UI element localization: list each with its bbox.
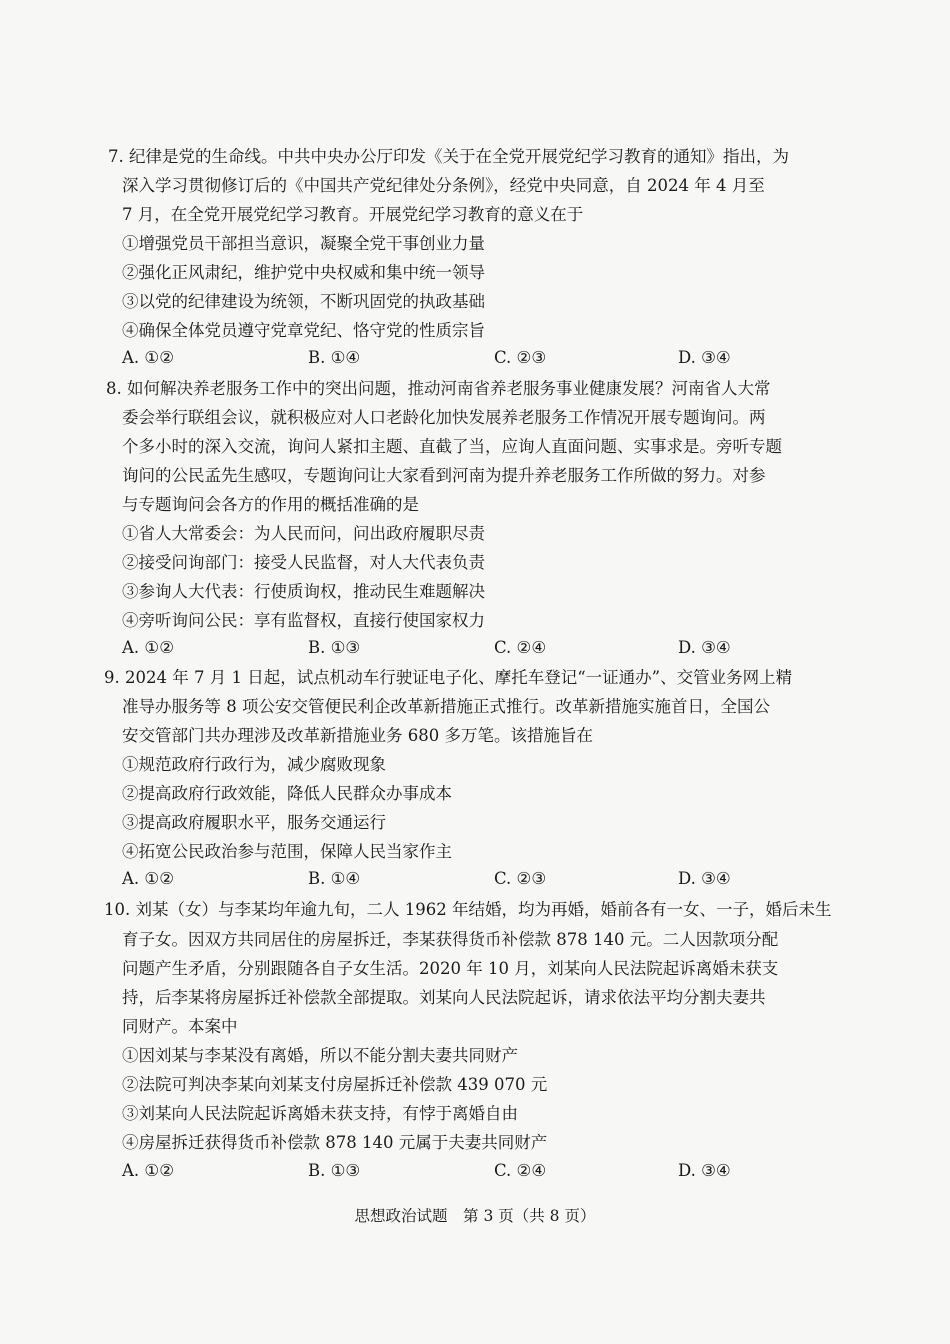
- option-d: D. ③④: [678, 869, 731, 888]
- question-item: ④拓宽公民政治参与范围，保障人民当家作主: [122, 842, 452, 861]
- question-item: ①省人大常委会：为人民而问，问出政府履职尽责: [122, 524, 485, 543]
- question-item: ③参询人大代表：行使质询权，推动民生难题解决: [122, 582, 485, 601]
- question-stem-line: 7 月，在全党开展党纪学习教育。开展党纪学习教育的意义在于: [122, 205, 584, 224]
- question-stem-line: 深入学习贯彻修订后的《中国共产党纪律处分条例》，经党中央同意，自 2024 年 4 月至: [122, 176, 765, 195]
- option-c: C. ②③: [494, 348, 547, 367]
- question-stem-line: 9. 2024 年 7 月 1 日起，试点机动车行驶证电子化、摩托车登记“一证通办”、交管业务网上精: [104, 668, 793, 687]
- question-item: ④房屋拆迁获得货币补偿款 878 140 元属于夫妻共同财产: [122, 1133, 548, 1152]
- question-stem-line: 持，后李某将房屋拆迁补偿款全部提取。刘某向人民法院起诉，请求依法平均分割夫妻共: [122, 988, 766, 1007]
- question-stem-line: 10. 刘某（女）与李某均年逾九旬，二人 1962 年结婚，均为再婚，婚前各有一女、一子，婚后未生: [104, 900, 832, 919]
- option-a: A. ①②: [122, 1161, 174, 1180]
- question-item: ③刘某向人民法院起诉离婚未获支持，有悖于离婚自由: [122, 1104, 518, 1123]
- question-item: ②提高政府行政效能，降低人民群众办事成本: [122, 784, 452, 803]
- question-stem-line: 7. 纪律是党的生命线。中共中央办公厅印发《关于在全党开展党纪学习教育的通知》指出，为: [108, 147, 789, 166]
- option-c: C. ②④: [494, 638, 547, 657]
- question-item: ①因刘某与李某没有离婚，所以不能分割夫妻共同财产: [122, 1046, 518, 1065]
- option-b: B. ①④: [308, 869, 361, 888]
- question-stem-line: 同财产。本案中: [122, 1017, 238, 1036]
- question-item: ②强化正风肃纪，维护党中央权威和集中统一领导: [122, 263, 485, 282]
- question-stem-line: 问题产生矛盾，分别跟随各自子女生活。2020 年 10 月，刘某向人民法院起诉离婚未获支: [122, 959, 779, 978]
- question-stem-line: 与专题询问会各方的作用的概括准确的是: [122, 495, 419, 514]
- question-item: ④旁听询问公民：享有监督权，直接行使国家权力: [122, 611, 485, 630]
- question-stem-line: 询问的公民孟先生感叹，专题询问让大家看到河南为提升养老服务工作所做的努力。对参: [122, 466, 766, 485]
- question-item: ④确保全体党员遵守党章党纪、恪守党的性质宗旨: [122, 321, 485, 340]
- option-b: B. ①③: [308, 1161, 361, 1180]
- answer-options: [122, 638, 842, 660]
- question-stem-line: 育子女。因双方共同居住的房屋拆迁，李某获得货币补偿款 878 140 元。二人因款项分配: [122, 930, 779, 949]
- option-d: D. ③④: [678, 1161, 731, 1180]
- option-a: A. ①②: [122, 638, 174, 657]
- option-a: A. ①②: [122, 869, 174, 888]
- question-stem-line: 安交管部门共办理涉及改革新措施业务 680 多万笔。该措施旨在: [122, 726, 593, 745]
- question-item: ③提高政府履职水平，服务交通运行: [122, 813, 386, 832]
- question-item: ②接受问询部门：接受人民监督，对人大代表负责: [122, 553, 485, 572]
- question-item: ②法院可判决李某向刘某支付房屋拆迁补偿款 439 070 元: [122, 1075, 548, 1094]
- question-stem-line: 8. 如何解决养老服务工作中的突出问题，推动河南省养老服务事业健康发展？河南省人大常: [106, 379, 771, 398]
- question-item: ③以党的纪律建设为统领，不断巩固党的执政基础: [122, 292, 485, 311]
- answer-options: [122, 869, 842, 891]
- question-stem-line: 个多小时的深入交流，询问人紧扣主题、直截了当，应询人直面问题、实事求是。旁听专题: [122, 437, 782, 456]
- option-b: B. ①③: [308, 638, 361, 657]
- question-item: ①增强党员干部担当意识，凝聚全党干事创业力量: [122, 234, 485, 253]
- question-stem-line: 委会举行联组会议，就积极应对人口老龄化加快发展养老服务工作情况开展专题询问。两: [122, 408, 766, 427]
- question-item: ①规范政府行政行为，减少腐败现象: [122, 755, 386, 774]
- answer-options: [122, 348, 842, 370]
- option-b: B. ①④: [308, 348, 361, 367]
- option-c: C. ②③: [494, 869, 547, 888]
- option-d: D. ③④: [678, 638, 731, 657]
- answer-options: [122, 1161, 842, 1183]
- question-stem-line: 准导办服务等 8 项公安交管便民利企改革新措施正式推行。改革新措施实施首日，全国公: [122, 697, 770, 716]
- option-d: D. ③④: [678, 348, 731, 367]
- option-a: A. ①②: [122, 348, 174, 367]
- option-c: C. ②④: [494, 1161, 547, 1180]
- page-footer: 思想政治试题 第 3 页（共 8 页）: [354, 1207, 596, 1225]
